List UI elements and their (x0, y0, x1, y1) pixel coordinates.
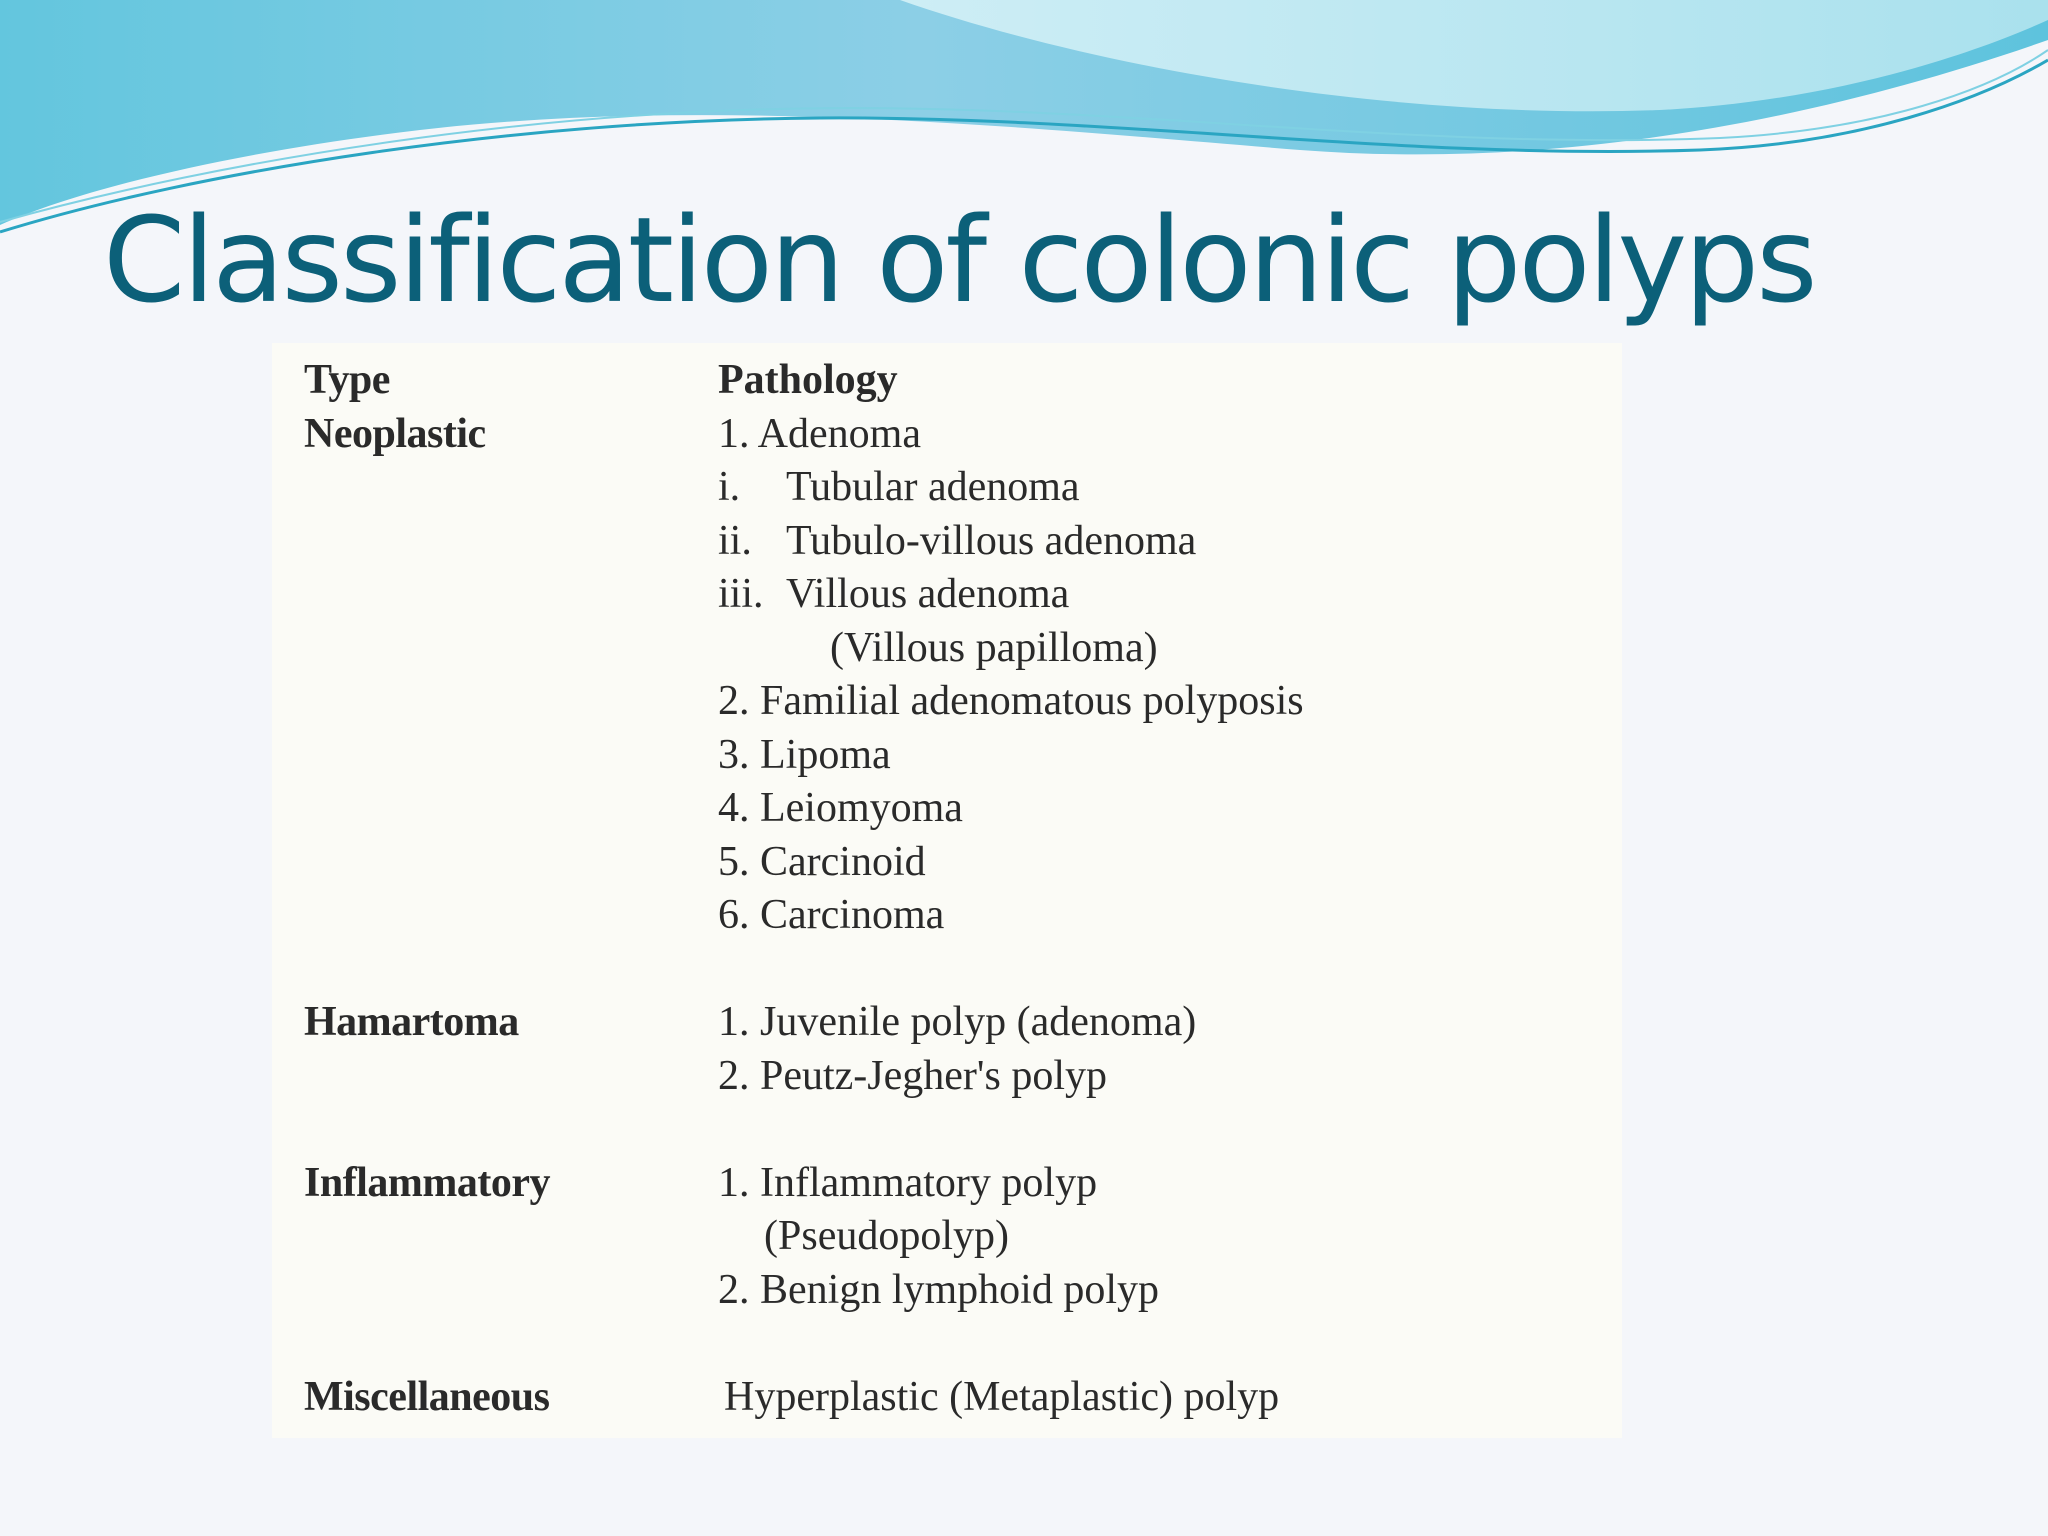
pathology-item: 3. Lipoma (718, 731, 891, 778)
type-hamartoma: Hamartoma (304, 999, 519, 1045)
type-inflammatory: Inflammatory (304, 1159, 550, 1206)
pathology-subitem (718, 461, 1598, 515)
pathology-item: 1. Inflammatory polyp (718, 1159, 1098, 1206)
pathology-item: 2. Benign lymphoid polyp (718, 1266, 1159, 1313)
roman-numeral: ii. (718, 517, 752, 564)
pathology-item: 6. Carcinoma (718, 892, 945, 938)
pathology-subitem-label: Villous adenoma (786, 571, 1070, 617)
roman-numeral: i. (718, 464, 741, 510)
type-column (304, 354, 684, 1424)
pathology-header: Pathology (718, 357, 898, 403)
pathology-note: (Pseudopolyp) (764, 1213, 1009, 1259)
pathology-item: 2. Familial adenomatous polyposis (718, 678, 1304, 724)
type-miscellaneous: Miscellaneous (304, 1373, 550, 1420)
pathology-subitem (718, 568, 1598, 622)
pathology-subitem-label: Tubular adenoma (786, 464, 1080, 510)
pathology-column (718, 354, 1598, 1424)
slide-title: Classification of colonic polyps (103, 191, 1815, 329)
pathology-item: Hyperplastic (Metaplastic) polyp (724, 1373, 1280, 1420)
roman-numeral: iii. (718, 571, 764, 617)
pathology-item: 5. Carcinoid (718, 838, 926, 885)
pathology-item: 4. Leiomyoma (718, 785, 963, 831)
pathology-subitem (718, 515, 1598, 569)
classification-table (272, 343, 1622, 1438)
pathology-note: (Villous papilloma) (830, 624, 1158, 671)
type-neoplastic: Neoplastic (304, 410, 486, 457)
pathology-item: 2. Peutz-Jegher's polyp (718, 1052, 1107, 1099)
pathology-subitem-label: Tubulo-villous adenoma (786, 517, 1197, 564)
pathology-item: 1. Adenoma (718, 410, 921, 457)
type-header: Type (304, 357, 390, 403)
pathology-item: 1. Juvenile polyp (adenoma) (718, 999, 1197, 1045)
